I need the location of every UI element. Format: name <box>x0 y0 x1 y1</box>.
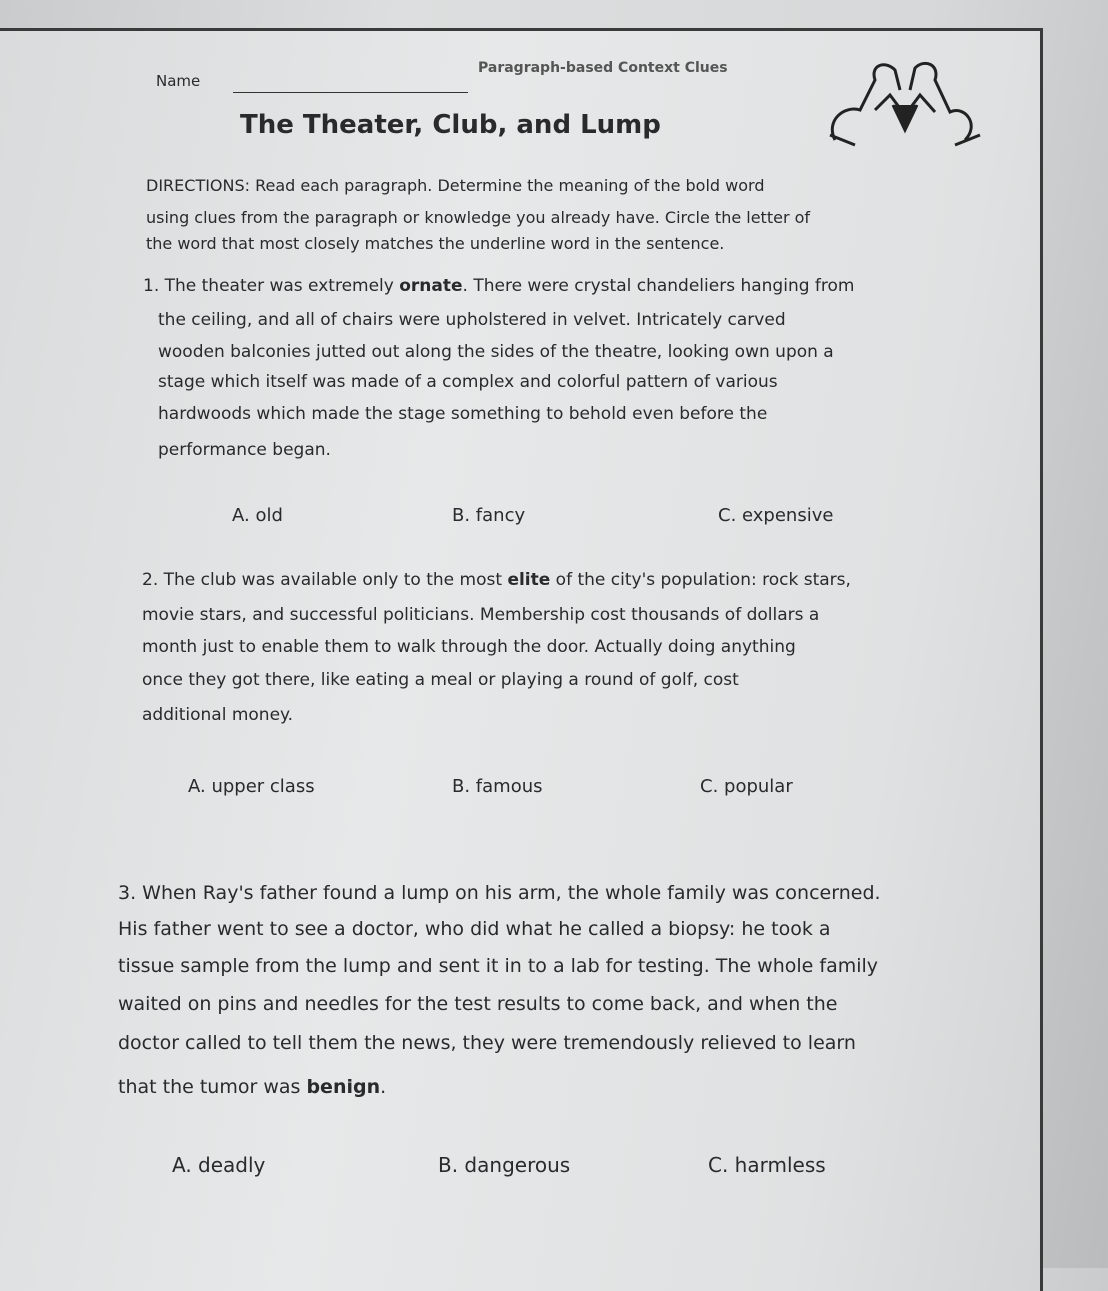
question-line <box>142 705 293 725</box>
question-line <box>118 882 881 904</box>
answer-option-b[interactable]: B. dangerous <box>438 1153 571 1177</box>
answer-option-c[interactable]: C. expensive <box>718 505 834 526</box>
question-line <box>118 1032 856 1054</box>
text-segment: of the city's population: rock stars, <box>550 570 851 590</box>
text-segment: . <box>380 1076 387 1098</box>
answer-option-b[interactable]: B. famous <box>452 776 543 797</box>
stressed-person-illustration <box>815 50 995 160</box>
text-segment: waited on pins and needles for the test results to come back, and when the <box>118 993 838 1015</box>
question-line <box>142 670 739 690</box>
answer-option-a[interactable]: A. old <box>232 505 283 526</box>
question-line <box>158 404 767 424</box>
text-segment: doctor called to tell them the news, they were tremendously relieved to learn <box>118 1032 856 1054</box>
text-segment: additional money. <box>142 705 294 725</box>
answer-option-c[interactable]: C. popular <box>700 776 793 797</box>
directions-line: using clues from the paragraph or knowledge you already have. Circle the letter of <box>146 208 811 227</box>
text-segment: His father went to see a doctor, who did what he called a biopsy: he took a <box>118 918 831 940</box>
text-segment: stage which itself was made of a complex and colorful pattern of various <box>158 372 778 392</box>
text-segment: that the tumor was <box>118 1076 307 1098</box>
vocab-word: elite <box>507 570 551 590</box>
question-line <box>158 342 834 362</box>
question-line <box>118 993 837 1015</box>
text-segment: hardwoods which made the stage something to behold even before the <box>158 404 768 424</box>
question-line <box>158 372 778 392</box>
name-label: Name <box>156 72 201 90</box>
text-segment: once they got there, like eating a meal or playing a round of golf, cost <box>142 670 739 690</box>
text-segment: . There were crystal chandeliers hanging from <box>462 276 855 296</box>
text-segment: 3. When Ray's father found a lump on his arm, the whole family was concerned. <box>118 882 881 904</box>
question-line <box>158 310 786 330</box>
vocab-word: benign <box>306 1076 381 1098</box>
question-line <box>158 440 331 460</box>
text-segment: 2. The club was available only to the most <box>142 570 508 590</box>
name-field[interactable] <box>233 92 468 93</box>
question-line <box>118 918 831 940</box>
text-segment: the ceiling, and all of chairs were upholstered in velvet. Intricately carved <box>158 310 786 330</box>
worksheet-subtitle: Paragraph-based Context Clues <box>478 60 728 76</box>
question-line <box>142 637 796 657</box>
text-segment: performance began. <box>158 440 331 460</box>
text-segment: wooden balconies jutted out along the sides of the theatre, looking own upon a <box>158 342 834 362</box>
answer-option-c[interactable]: C. harmless <box>708 1153 826 1177</box>
vocab-word: ornate <box>399 276 463 296</box>
directions-line: the word that most closely matches the underline word in the sentence. <box>146 234 725 253</box>
text-segment: tissue sample from the lump and sent it in to a lab for testing. The whole family <box>118 955 879 977</box>
answer-option-a[interactable]: A. deadly <box>172 1153 266 1177</box>
answer-option-b[interactable]: B. fancy <box>452 505 526 526</box>
answer-option-a[interactable]: A. upper class <box>188 776 315 797</box>
text-segment: movie stars, and successful politicians. Membership cost thousands of dollars a <box>142 605 820 625</box>
question-line <box>118 955 878 977</box>
text-segment: 1. The theater was extremely <box>143 276 400 296</box>
worksheet-title: The Theater, Club, and Lump <box>240 110 661 140</box>
directions-line: DIRECTIONS: Read each paragraph. Determine the meaning of the bold word <box>146 176 765 195</box>
question-line <box>118 1076 386 1098</box>
text-segment: month just to enable them to walk through the door. Actually doing anything <box>142 637 796 657</box>
question-line <box>142 605 819 625</box>
question-line <box>142 570 851 590</box>
question-line <box>143 276 854 296</box>
